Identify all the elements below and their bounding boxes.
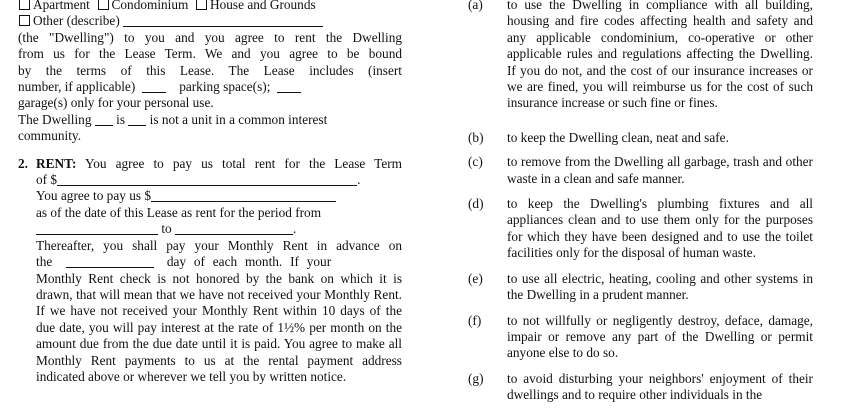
clause-d-label: (d) [468,196,484,212]
dwelling-line-2: from us for the Lease Term. We and you agree to be bound [18,46,402,62]
clause-g-text: to avoid disturbing your neighbors' enjoyment of their dwellings and to require other individuals in the [507,370,813,403]
rent-total-line [36,172,402,188]
rent-period-dates [36,221,402,237]
rent-pay-line [36,188,402,204]
condominium-checkbox[interactable] [98,0,109,10]
due-day-text-b: day of each month. If your [166,254,332,270]
garage-line: garage(s) only for your personal use. [18,95,214,111]
clause-f-text: to not willfully or negligently destroy, deface, damage, impair or remove any part of the Dwelling or permit anyone else to do so. [507,312,813,361]
clause-a-label: (a) [468,0,483,12]
apartment-label: Apartment [33,0,90,12]
parking-count-field[interactable] [142,80,166,93]
due-day-text-a: the [36,254,53,270]
total-rent-field[interactable] [57,173,357,186]
dwelling-line-1: (the "Dwelling") to you and you agree to rent the Dwelling [18,29,402,45]
period-start-field[interactable] [36,222,158,235]
condominium-label: Condominium [111,0,189,12]
common-interest-text-c: is not a unit in a common interest [149,111,328,127]
clause-b-label: (b) [468,129,484,145]
rent-number: 2. [18,155,28,171]
community-line: community. [18,128,82,144]
rent-line-1 [36,156,402,172]
rent-total-suffix: . [357,172,361,188]
clause-c-text: to remove from the Dwelling all garbage, trash and other waste in a clean and safe manner. [507,154,813,186]
rent-heading: RENT: [36,155,77,171]
other-checkbox[interactable] [19,15,30,26]
period-end-field[interactable] [175,222,293,235]
other-option [18,13,402,29]
parking-text-a: number, if applicable) [18,79,136,95]
rent-line-1-text: You agree to pay us total rent for the Lease Term [84,155,402,171]
parking-line [18,79,402,95]
clause-c [468,154,813,187]
house-label: House and Grounds [210,0,316,12]
rent-pay-text: You agree to pay us $ [36,188,151,204]
due-day-field[interactable] [66,255,154,268]
initial-rent-field[interactable] [151,189,336,202]
clause-a [468,0,813,112]
garage-count-field[interactable] [277,80,301,93]
clause-a-text: to use the Dwelling in compliance with all building, housing and fire codes affecting health and safety and any applicable condominium, co-operative or other applicable rules and regulations affecting the Dwelling. If you do not, and the cost of our insurance increases or we are fined, you will reimburse us for the cost of such insurance increase or such fine or fines. [507,0,813,111]
clause-f [468,313,813,362]
period-end-suffix: . [293,221,297,237]
dwelling-line-3: by the terms of this Lease. The Lease includes (insert [18,62,402,78]
clause-g [468,371,813,404]
clause-e [468,271,813,304]
left-column [18,0,402,385]
rent-total-prefix: of $ [36,172,58,188]
rent-due-day-line [36,254,402,270]
house-checkbox[interactable] [196,0,207,10]
clause-d [468,196,813,262]
clause-b-text: to keep the Dwelling clean, neat and safe. [507,129,729,145]
clause-g-label: (g) [468,370,484,386]
period-to-text: to [161,221,172,237]
rent-body: Monthly Rent check is not honored by the bank on which it is drawn, that will mean that we have not received your Monthly Rent. If we have not received your Monthly Rent within 10 days of the due date, you will pay interest at the rate of 1½% per month on the amount due from the due date until it is paid. You agree to make all Monthly Rent payments to us at the rental payment address indicated above or wherever we tell you by written notice. [36,270,402,384]
other-describe-field[interactable] [123,14,323,27]
rent-line-6: Thereafter, you shall pay your Monthly Rent in advance on [36,237,402,253]
rent-section [18,156,402,386]
clause-f-label: (f) [468,312,482,328]
common-interest-line [18,112,402,128]
dwelling-type-options [18,0,402,13]
clause-d-text: to keep the Dwelling's plumbing fixtures and all appliances clean and to use them only for the purposes for which they have been designed and to use the toilet facilities only for the disposal of human waste. [507,196,813,261]
parking-text-b: parking space(s); [179,79,271,95]
clause-e-text: to use all electric, heating, cooling and other systems in the Dwelling in a prudent manner. [507,270,813,303]
apartment-checkbox[interactable] [19,0,30,10]
clause-c-label: (c) [468,154,483,170]
right-column [468,0,813,404]
common-interest-text-a: The Dwelling [18,111,92,127]
is-field[interactable] [95,113,113,126]
is-not-field[interactable] [128,113,146,126]
other-label: Other (describe) [33,13,120,29]
common-interest-text-b: is [116,111,126,127]
clause-b [468,130,813,146]
clause-e-label: (e) [468,270,483,286]
rent-period-line: as of the date of this Lease as rent for the period from [36,204,322,220]
